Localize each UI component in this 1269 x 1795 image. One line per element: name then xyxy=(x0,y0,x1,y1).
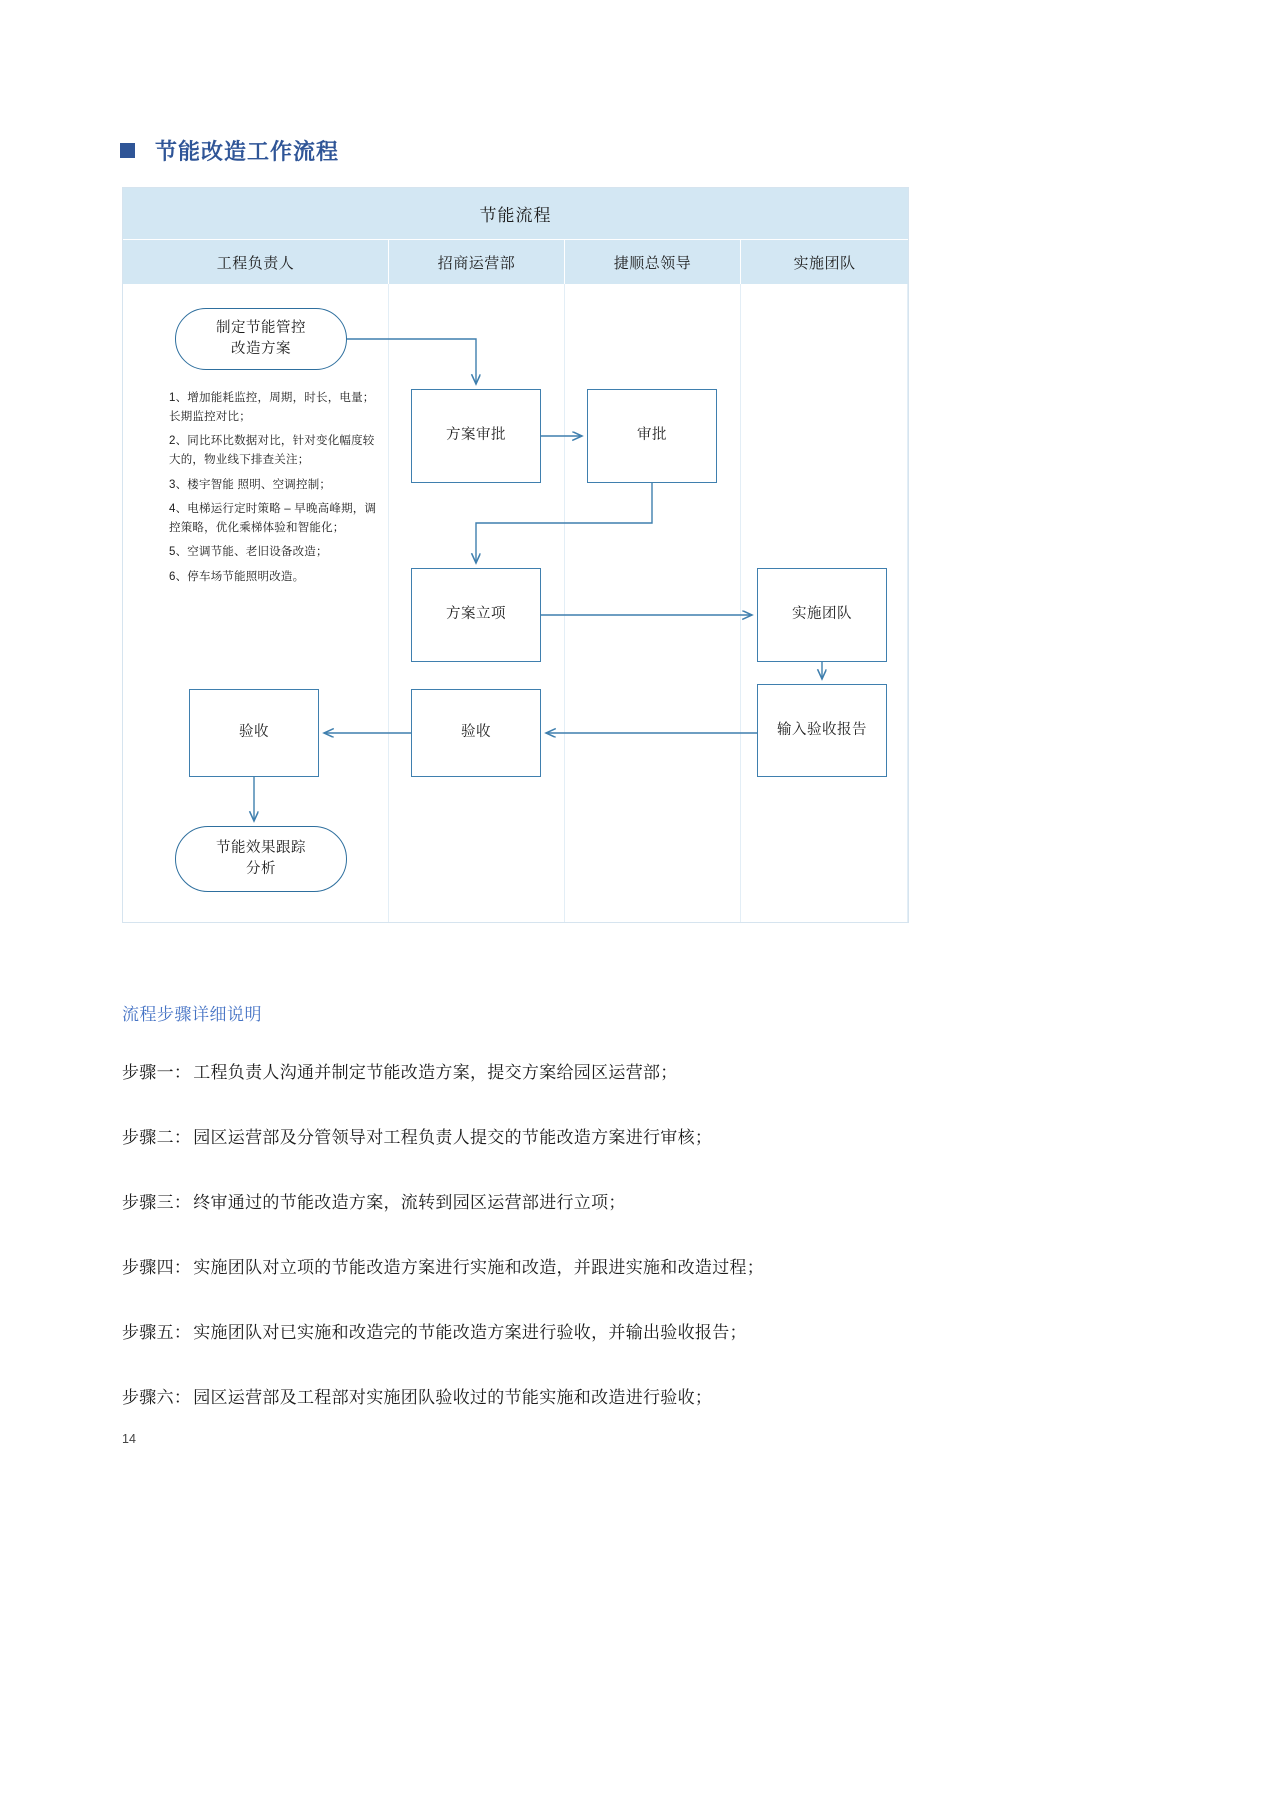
step-description-list xyxy=(122,1058,1142,1448)
column-header-leadership: 捷顺总领导 xyxy=(565,240,741,284)
node-create-plan xyxy=(175,308,347,370)
step-item xyxy=(122,1318,1142,1343)
step-item xyxy=(122,1383,1142,1408)
node-acceptance-engineering: 验收 xyxy=(189,689,319,777)
node-plan-initiation: 方案立项 xyxy=(411,568,541,662)
note-item: 5、空调节能、老旧设备改造； xyxy=(169,546,328,559)
square-bullet-icon xyxy=(120,143,135,158)
flowchart-body xyxy=(123,284,908,922)
node-approval: 审批 xyxy=(587,389,717,483)
note-item: 2、同比环比数据对比，针对变化幅度较大的，物业线下排查关注； xyxy=(169,435,375,466)
node-effect-tracking-line2: 分析 xyxy=(246,861,276,877)
node-acceptance-report: 输入验收报告 xyxy=(757,684,887,777)
node-create-plan-line1: 制定节能管控 xyxy=(216,319,306,336)
page-title: 节能改造工作流程 xyxy=(155,139,340,164)
flowchart-header-row xyxy=(123,240,908,284)
column-header-engineering: 工程负责人 xyxy=(123,240,389,284)
step-label: 步骤一： xyxy=(122,1063,192,1082)
flowchart-title: 节能流程 xyxy=(479,206,552,225)
node-create-plan-line2: 改造方案 xyxy=(231,341,291,357)
step-label: 步骤二： xyxy=(122,1128,192,1147)
flowchart-notes-list xyxy=(169,389,379,593)
step-text: 实施团队对已实施和改造完的节能改造方案进行验收，并输出验收报告； xyxy=(193,1323,747,1342)
column-header-implementation: 实施团队 xyxy=(793,254,856,272)
node-effect-tracking xyxy=(175,826,347,892)
step-text: 实施团队对立项的节能改造方案进行实施和改造，并跟进实施和改造过程； xyxy=(193,1258,765,1277)
step-item xyxy=(122,1058,1142,1083)
node-implementation-team: 实施团队 xyxy=(757,568,887,662)
section-heading xyxy=(120,135,339,166)
page-number: 14 xyxy=(122,1432,136,1446)
step-label: 步骤六： xyxy=(122,1388,192,1407)
column-header-operations: 招商运营部 xyxy=(389,240,565,284)
note-item: 4、电梯运行定时策略 – 早晚高峰期，调控策略，优化乘梯体验和智能化； xyxy=(169,503,377,534)
step-text: 园区运营部及工程部对实施团队验收过的节能实施和改造进行验收； xyxy=(193,1388,713,1407)
note-item: 6、停车场节能照明改造。 xyxy=(169,571,305,583)
step-item xyxy=(122,1123,1142,1148)
node-plan-review: 方案审批 xyxy=(411,389,541,483)
step-label: 步骤五： xyxy=(122,1323,192,1342)
step-label: 步骤三： xyxy=(122,1193,192,1212)
lane-leadership xyxy=(565,284,741,922)
detail-section-heading: 流程步骤详细说明 xyxy=(122,1005,262,1024)
note-item: 3、楼宇智能 照明、空调控制； xyxy=(169,478,332,491)
step-label: 步骤四： xyxy=(122,1258,192,1277)
step-text: 工程负责人沟通并制定节能改造方案，提交方案给园区运营部； xyxy=(193,1063,678,1082)
node-acceptance-operations: 验收 xyxy=(411,689,541,777)
step-item xyxy=(122,1188,1142,1213)
node-effect-tracking-line1: 节能效果跟踪 xyxy=(216,839,306,856)
step-text: 园区运营部及分管领导对工程负责人提交的节能改造方案进行审核； xyxy=(193,1128,713,1147)
flowchart-table xyxy=(122,187,909,923)
step-text: 终审通过的节能改造方案，流转到园区运营部进行立项； xyxy=(193,1193,626,1212)
flowchart-title-row xyxy=(123,188,908,240)
note-item: 1、增加能耗监控，周期，时长，电量；长期监控对比； xyxy=(169,392,375,423)
step-item xyxy=(122,1253,1142,1278)
